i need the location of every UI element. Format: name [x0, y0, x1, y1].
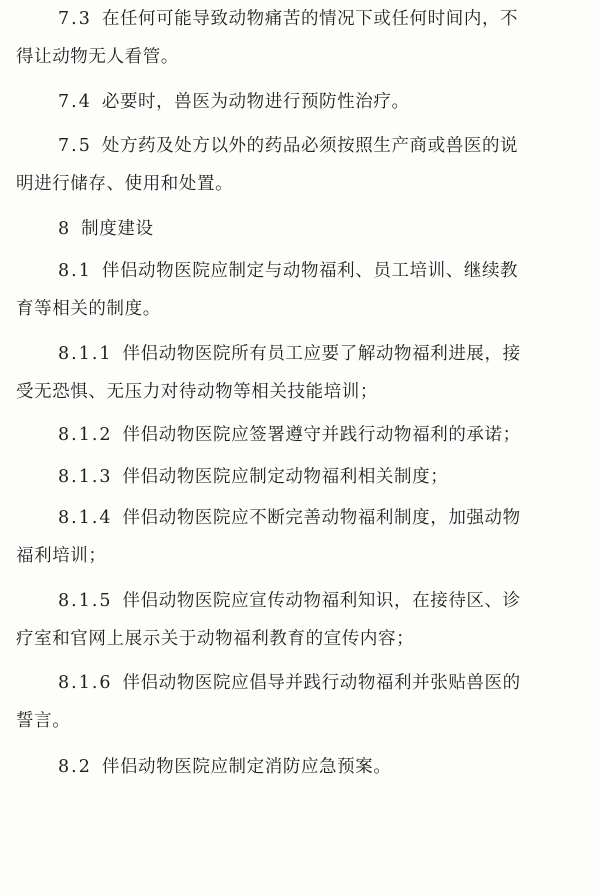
line-text: 疗室和官网上展示关于动物福利教育的宣传内容； [16, 629, 415, 649]
paragraph-line [16, 83, 588, 121]
clause-number: 8.1.1 [58, 344, 113, 364]
line-text: 伴侣动物医院所有员工应要了解动物福利进展，接 [122, 344, 521, 364]
line-text: 福利培训； [16, 546, 107, 566]
line-text: 伴侣动物医院应制定动物福利相关制度； [122, 467, 449, 487]
paragraph-7-4 [16, 83, 588, 121]
paragraph-line [16, 458, 588, 496]
line-text: 处方药及处方以外的药品必须按照生产商或兽医的说 [101, 136, 519, 156]
paragraph-7-3 [16, 0, 588, 76]
paragraph-8-1-1 [16, 335, 588, 411]
clause-number: 7.5 [58, 136, 92, 156]
clause-number: 8.1.3 [58, 467, 113, 487]
paragraph-line [16, 165, 588, 203]
paragraph-8-1-5 [16, 582, 588, 658]
paragraph-line [16, 0, 588, 38]
paragraph-7-5 [16, 127, 588, 203]
clause-number: 7.3 [58, 9, 92, 29]
paragraph-line [16, 499, 588, 537]
line-text: 伴侣动物医院应制定消防应急预案。 [101, 757, 392, 777]
line-text: 育等相关的制度。 [16, 299, 161, 319]
paragraph-8-1-2 [16, 416, 588, 454]
paragraph-line [16, 127, 588, 165]
line-text: 伴侣动物医院应宣传动物福利知识，在接待区、诊 [122, 591, 521, 611]
paragraph-8-1-6 [16, 664, 588, 740]
paragraph-line [16, 537, 588, 575]
paragraph-line [16, 664, 588, 702]
paragraph-line [16, 748, 588, 786]
line-text: 受无恐惧、无压力对待动物等相关技能培训； [16, 382, 378, 402]
paragraph-line [16, 38, 588, 76]
paragraph-8-1 [16, 252, 588, 328]
section-heading-8 [16, 210, 588, 248]
paragraph-line [16, 702, 588, 740]
line-text: 明进行储存、使用和处置。 [16, 174, 234, 194]
line-text: 誓言。 [16, 711, 71, 731]
paragraph-8-1-3 [16, 458, 588, 496]
line-text: 伴侣动物医院应制定与动物福利、员工培训、继续教 [101, 261, 519, 281]
paragraph-line [16, 290, 588, 328]
line-text: 在任何可能导致动物痛苦的情况下或任何时间内，不 [101, 9, 519, 29]
clause-number: 8.1.6 [58, 673, 113, 693]
clause-number: 7.4 [58, 92, 92, 112]
clause-number: 8.1 [58, 261, 92, 281]
clause-number: 8.1.4 [58, 508, 113, 528]
line-text: 必要时，兽医为动物进行预防性治疗。 [101, 92, 410, 112]
paragraph-line [16, 582, 588, 620]
clause-number: 8.1.5 [58, 591, 113, 611]
paragraph-line [16, 335, 588, 373]
paragraph-8-2 [16, 748, 588, 786]
line-text: 制度建设 [81, 219, 154, 239]
line-text: 得让动物无人看管。 [16, 47, 179, 67]
clause-number: 8.2 [58, 757, 92, 777]
paragraph-line [16, 210, 588, 248]
paragraph-line [16, 252, 588, 290]
clause-number: 8 [58, 219, 72, 239]
line-text: 伴侣动物医院应不断完善动物福利制度，加强动物 [122, 508, 521, 528]
paragraph-line [16, 620, 588, 658]
paragraph-line [16, 373, 588, 411]
paragraph-8-1-4 [16, 499, 588, 575]
line-text: 伴侣动物医院应签署遵守并践行动物福利的承诺； [122, 425, 521, 445]
clause-number: 8.1.2 [58, 425, 113, 445]
paragraph-line [16, 416, 588, 454]
line-text: 伴侣动物医院应倡导并践行动物福利并张贴兽医的 [122, 673, 521, 693]
